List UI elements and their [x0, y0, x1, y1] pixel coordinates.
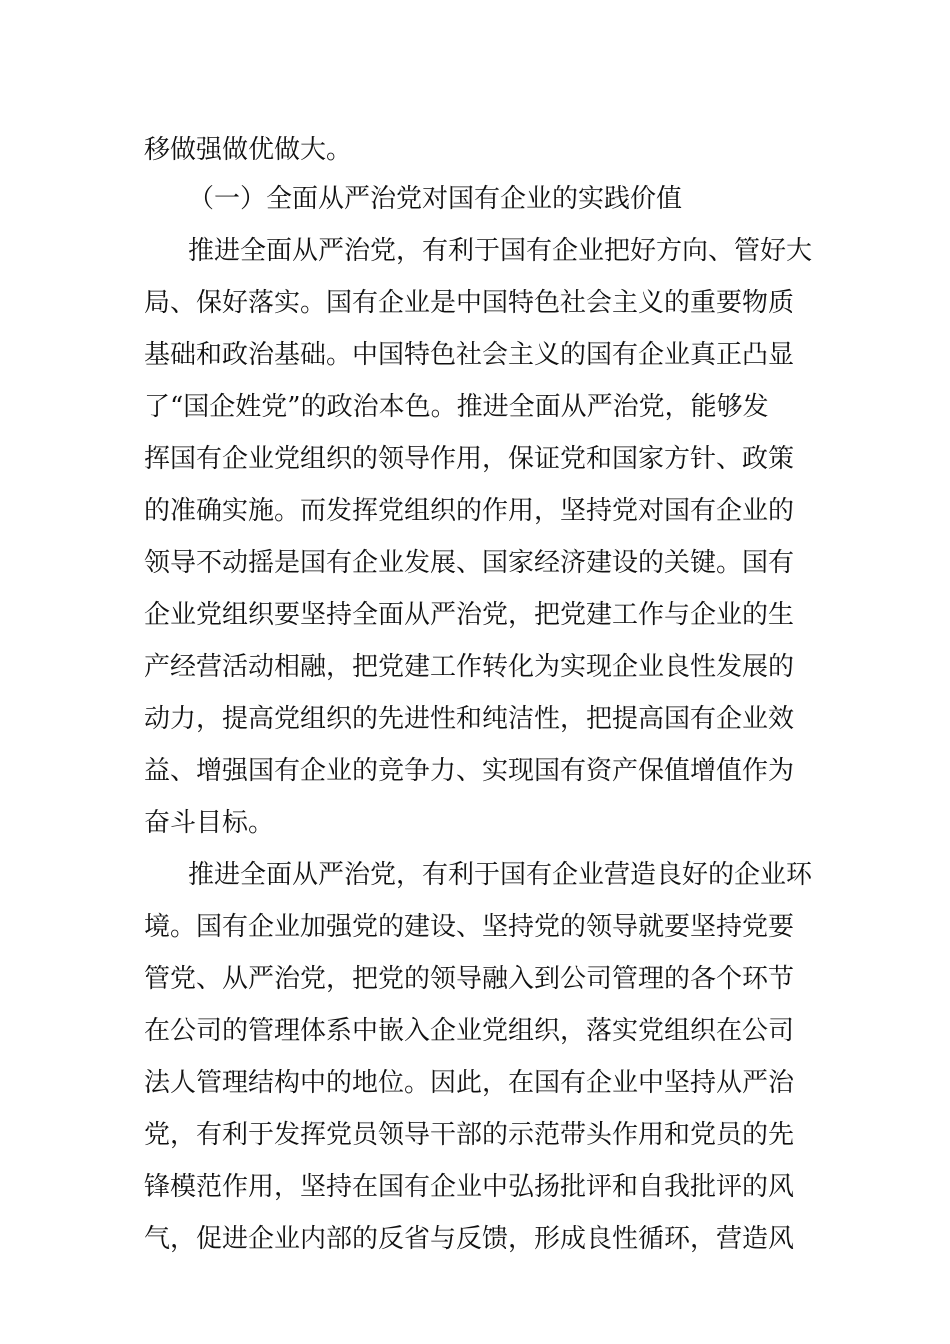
paragraph-2-line-8: 气，促进企业内部的反省与反馈，形成良性循环，营造风	[144, 1224, 795, 1254]
paragraph-2-line-5: 法人管理结构中的地位。因此，在国有企业中坚持从严治	[144, 1068, 795, 1098]
paragraph-1-line-10: 动力，提高党组织的先进性和纯洁性，把提高国有企业效	[144, 704, 795, 734]
paragraph-1-line-6: 的准确实施。而发挥党组织的作用，坚持党对国有企业的	[144, 496, 795, 526]
paragraph-1-line-12: 奋斗目标。	[144, 808, 275, 838]
text-line-1: 移做强做优做大。	[144, 135, 353, 165]
paragraph-1-line-2: 局、保好落实。国有企业是中国特色社会主义的重要物质	[144, 288, 795, 318]
paragraph-1-line-9: 产经营活动相融，把党建工作转化为实现企业良性发展的	[144, 652, 795, 682]
paragraph-2-line-4: 在公司的管理体系中嵌入企业党组织，落实党组织在公司	[144, 1016, 795, 1046]
paragraph-1-line-7: 领导不动摇是国有企业发展、国家经济建设的关键。国有	[144, 548, 795, 578]
paragraph-1-line-11: 益、增强国有企业的竞争力、实现国有资产保值增值作为	[144, 756, 795, 786]
section-heading: （一）全面从严治党对国有企业的实践价值	[188, 184, 683, 214]
paragraph-1-line-3: 基础和政治基础。中国特色社会主义的国有企业真正凸显	[144, 340, 795, 370]
paragraph-1-line-5: 挥国有企业党组织的领导作用，保证党和国家方针、政策	[144, 444, 795, 474]
paragraph-2-line-1: 推进全面从严治党，有利于国有企业营造良好的企业环	[188, 860, 813, 890]
paragraph-1-line-8: 企业党组织要坚持全面从严治党，把党建工作与企业的生	[144, 600, 795, 630]
paragraph-2-line-2: 境。国有企业加强党的建设、坚持党的领导就要坚持党要	[144, 912, 795, 942]
paragraph-2-line-7: 锋模范作用，坚持在国有企业中弘扬批评和自我批评的风	[144, 1172, 795, 1202]
paragraph-1-line-1: 推进全面从严治党，有利于国有企业把好方向、管好大	[188, 236, 813, 266]
paragraph-2-line-3: 管党、从严治党，把党的领导融入到公司管理的各个环节	[144, 964, 795, 994]
paragraph-1-line-4: 了“国企姓党”的政治本色。推进全面从严治党，能够发	[144, 392, 769, 422]
paragraph-2-line-6: 党，有利于发挥党员领导干部的示范带头作用和党员的先	[144, 1120, 795, 1150]
